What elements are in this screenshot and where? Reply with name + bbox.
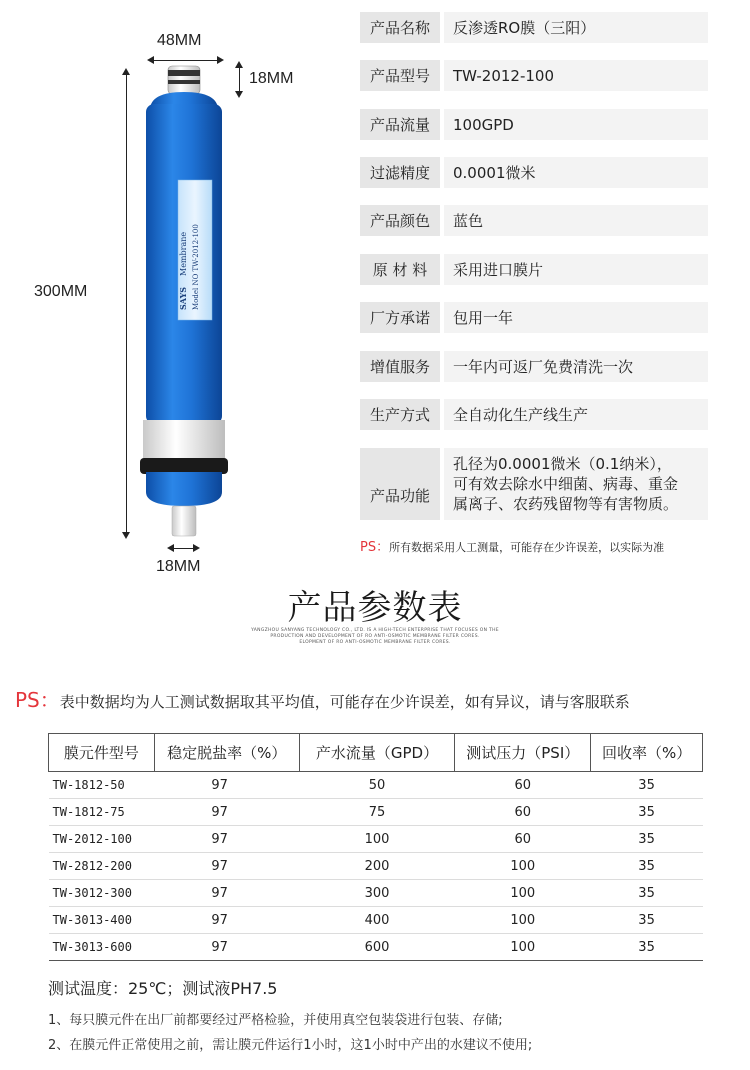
ps-small-prefix: PS：	[360, 540, 390, 555]
spec-row-name	[360, 12, 708, 43]
dim-nipple-label: 18MM	[249, 70, 294, 87]
table-header: 膜元件型号	[49, 734, 155, 772]
table-row	[49, 826, 703, 853]
label-word: Membrane	[179, 231, 188, 276]
note-line-1: 1、每只膜元件在出厂前都要经过严格检验，并使用真空包装袋进行包装、存储;	[48, 1013, 503, 1028]
table-cell: 35	[591, 853, 703, 880]
page-title: 产品参数表	[287, 588, 463, 628]
ps-small-note	[360, 536, 664, 555]
spec-label: 产品型号	[360, 60, 440, 91]
table-cell: 97	[154, 772, 299, 799]
note-line-2: 2、在膜元件正常使用之前，需让膜元件运行1小时，这1小时中产出的水建议不使用;	[48, 1038, 533, 1053]
table-row	[49, 772, 703, 799]
table-cell: 300	[299, 880, 455, 907]
test-conditions: 测试温度：25℃；测试液PH7.5	[48, 979, 278, 998]
spec-table	[48, 733, 703, 961]
table-cell: 97	[154, 853, 299, 880]
spec-row-warranty	[360, 302, 708, 333]
table-cell: 200	[299, 853, 455, 880]
table-cell: 100	[299, 826, 455, 853]
spec-row-service	[360, 351, 708, 382]
spec-label: 产品功能	[360, 448, 440, 520]
subtext-line: PRODUCTION AND DEVELOPMENT OF RO ANTI-OSMOTIC MEMBRANE FILTER CORES.	[270, 634, 480, 639]
table-cell: 35	[591, 826, 703, 853]
ro-membrane-image	[0, 0, 350, 585]
spec-value: 100GPD	[444, 109, 708, 140]
spec-value: 采用进口膜片	[444, 254, 708, 285]
table-header: 回收率（%）	[591, 734, 703, 772]
spec-row-flow	[360, 109, 708, 140]
ps-big-prefix: PS：	[15, 688, 60, 712]
table-cell: TW-3013-400	[49, 907, 155, 934]
title-subtext	[0, 628, 750, 646]
table-cell: 97	[154, 880, 299, 907]
table-cell: 400	[299, 907, 455, 934]
label-brand: SAYS	[178, 286, 188, 310]
spec-label: 原 材 料	[360, 254, 440, 285]
table-row	[49, 880, 703, 907]
spec-row-model	[360, 60, 708, 91]
ps-big-text: 表中数据均为人工测试数据取其平均值，可能存在少许误差，如有异议，请与客服联系	[59, 693, 630, 711]
table-cell: 600	[299, 934, 455, 961]
spec-value: 孔径为0.0001微米（0.1纳米）， 可有效去除水中细菌、病毒、重金 属离子、农药残留物等有害物质。	[444, 448, 708, 520]
table-cell: 35	[591, 880, 703, 907]
table-row	[49, 934, 703, 961]
table-cell: 100	[455, 934, 591, 961]
table-cell: 50	[299, 772, 455, 799]
spec-row-material	[360, 254, 708, 285]
table-cell: 75	[299, 799, 455, 826]
spec-label: 产品流量	[360, 109, 440, 140]
table-header: 产水流量（GPD）	[299, 734, 455, 772]
table-header: 稳定脱盐率（%）	[154, 734, 299, 772]
table-cell: 35	[591, 934, 703, 961]
spec-value: 0.0001微米	[444, 157, 708, 188]
label-model: Model NO TW-2012-100	[192, 224, 200, 310]
spec-value: TW-2012-100	[444, 60, 708, 91]
spec-value: 反渗透RO膜（三阳）	[444, 12, 708, 43]
table-cell: TW-3012-300	[49, 880, 155, 907]
table-cell: 97	[154, 826, 299, 853]
table-cell: 97	[154, 907, 299, 934]
spec-row-color	[360, 205, 708, 236]
table-cell: 60	[455, 799, 591, 826]
spec-label: 增值服务	[360, 351, 440, 382]
table-cell: 60	[455, 826, 591, 853]
table-cell: 100	[455, 880, 591, 907]
dim-width-label: 48MM	[157, 32, 202, 49]
table-cell: 60	[455, 772, 591, 799]
spec-row-function	[360, 448, 708, 520]
table-row	[49, 907, 703, 934]
table-cell: TW-1812-50	[49, 772, 155, 799]
spec-label: 厂方承诺	[360, 302, 440, 333]
dim-bottom-label: 18MM	[156, 558, 201, 575]
table-header-row	[49, 734, 703, 772]
spec-label: 产品名称	[360, 12, 440, 43]
subtext-line: ELOPMENT OF RO ANTI-OSMOTIC MEMBRANE FILTER CORES.	[299, 640, 451, 645]
table-cell: TW-3013-600	[49, 934, 155, 961]
spec-value: 一年内可返厂免费清洗一次	[444, 351, 708, 382]
table-cell: 100	[455, 907, 591, 934]
spec-label: 产品颜色	[360, 205, 440, 236]
table-cell: 35	[591, 907, 703, 934]
product-illustration	[0, 0, 350, 585]
ps-small-text: 所有数据采用人工测量，可能存在少许误差，以实际为准	[389, 541, 665, 554]
table-row	[49, 853, 703, 880]
table-cell: 35	[591, 799, 703, 826]
spec-row-precision	[360, 157, 708, 188]
subtext-line: YANGZHOU SANYANG TECHNOLOGY CO., LTD. IS A HIGH-TECH ENTERPRISE THAT FOCUSES ON THE	[251, 628, 499, 633]
spec-row-production	[360, 399, 708, 430]
table-header: 测试压力（PSI）	[455, 734, 591, 772]
spec-label: 过滤精度	[360, 157, 440, 188]
table-cell: TW-1812-75	[49, 799, 155, 826]
table-cell: 35	[591, 772, 703, 799]
table-cell: TW-2812-200	[49, 853, 155, 880]
dim-length-label: 300MM	[34, 283, 88, 300]
table-cell: 97	[154, 934, 299, 961]
table-row	[49, 799, 703, 826]
spec-label: 生产方式	[360, 399, 440, 430]
spec-value: 全自动化生产线生产	[444, 399, 708, 430]
spec-value: 蓝色	[444, 205, 708, 236]
table-cell: 97	[154, 799, 299, 826]
table-cell: TW-2012-100	[49, 826, 155, 853]
table-cell: 100	[455, 853, 591, 880]
spec-value: 包用一年	[444, 302, 708, 333]
ps-big-note	[15, 684, 630, 713]
